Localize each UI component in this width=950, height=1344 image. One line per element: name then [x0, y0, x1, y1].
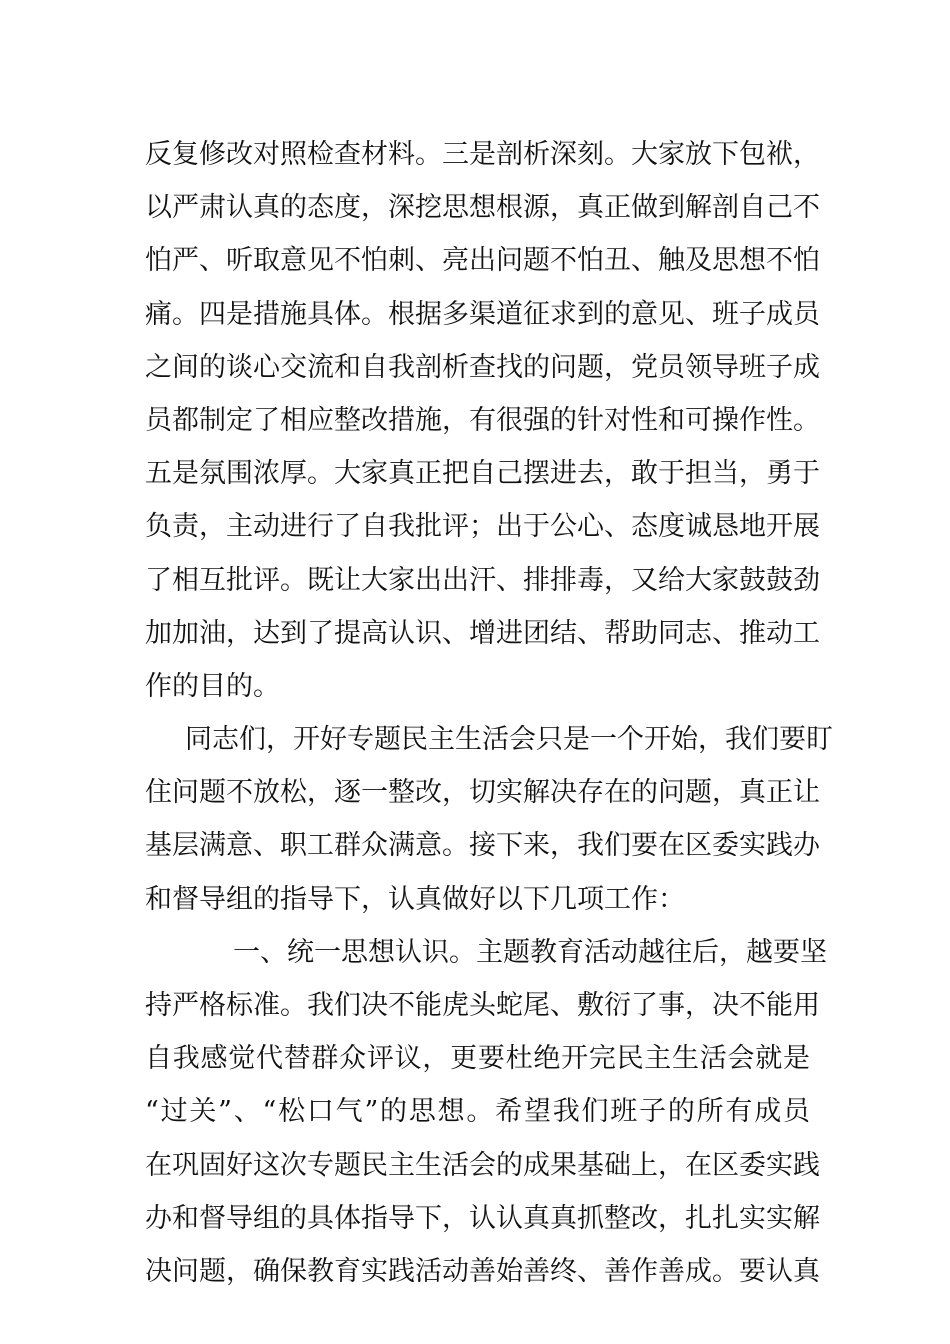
- paragraph-2: [145, 713, 833, 926]
- paragraph-3: [145, 926, 827, 1298]
- text-line: 了相互批评。既让大家出出汗、排排毒，又给大家鼓鼓劲: [145, 564, 820, 596]
- text-line: 怕严、听取意见不怕刺、亮出问题不怕丑、触及思想不怕: [145, 245, 820, 277]
- text-line: 办和督导组的具体指导下，认认真真抓整改，扎扎实实解: [145, 1202, 820, 1234]
- text-line: “过关”、“松口气”的思想。希望我们班子的所有成员: [145, 1096, 810, 1128]
- text-line: 同志们，开好专题民主生活会只是一个开始，我们要盯: [185, 724, 833, 756]
- text-line: 员都制定了相应整改措施，有很强的针对性和可操作性。: [145, 404, 820, 436]
- text-line: 住问题不放松，逐一整改，切实解决存在的问题，真正让: [145, 777, 820, 809]
- text-line: 一、统一思想认识。主题教育活动越往后，越要坚: [233, 936, 827, 968]
- text-line: 痛。四是措施具体。根据多渠道征求到的意见、班子成员: [145, 298, 820, 330]
- text-line: 基层满意、职工群众满意。接下来，我们要在区委实践办: [145, 830, 820, 862]
- document-body: [145, 128, 833, 1298]
- text-line: 作的目的。: [145, 670, 280, 702]
- text-line: 决问题，确保教育实践活动善始善终、善作善成。要认真: [145, 1255, 820, 1287]
- text-line: 之间的谈心交流和自我剖析查找的问题，党员领导班子成: [145, 351, 820, 383]
- text-line: 反复修改对照检查材料。三是剖析深刻。大家放下包袱，: [145, 139, 820, 170]
- text-line: 五是氛围浓厚。大家真正把自己摆进去，敢于担当，勇于: [145, 458, 820, 490]
- text-line: 持严格标准。我们决不能虎头蛇尾、敷衍了事，决不能用: [145, 990, 820, 1021]
- text-line: 在巩固好这次专题民主生活会的成果基础上，在区委实践: [145, 1149, 820, 1181]
- text-line: 自我感觉代替群众评议，更要杜绝开完民主生活会就是: [145, 1043, 810, 1075]
- text-line: 和督导组的指导下，认真做好以下几项工作：: [145, 883, 685, 915]
- text-line: 以严肃认真的态度，深挖思想根源，真正做到解剖自己不: [145, 192, 820, 224]
- text-line: 加加油，达到了提高认识、增进团结、帮助同志、推动工: [145, 617, 820, 649]
- text-line: 负责，主动进行了自我批评；出于公心、态度诚恳地开展: [145, 511, 820, 543]
- paragraph-1: [145, 128, 820, 713]
